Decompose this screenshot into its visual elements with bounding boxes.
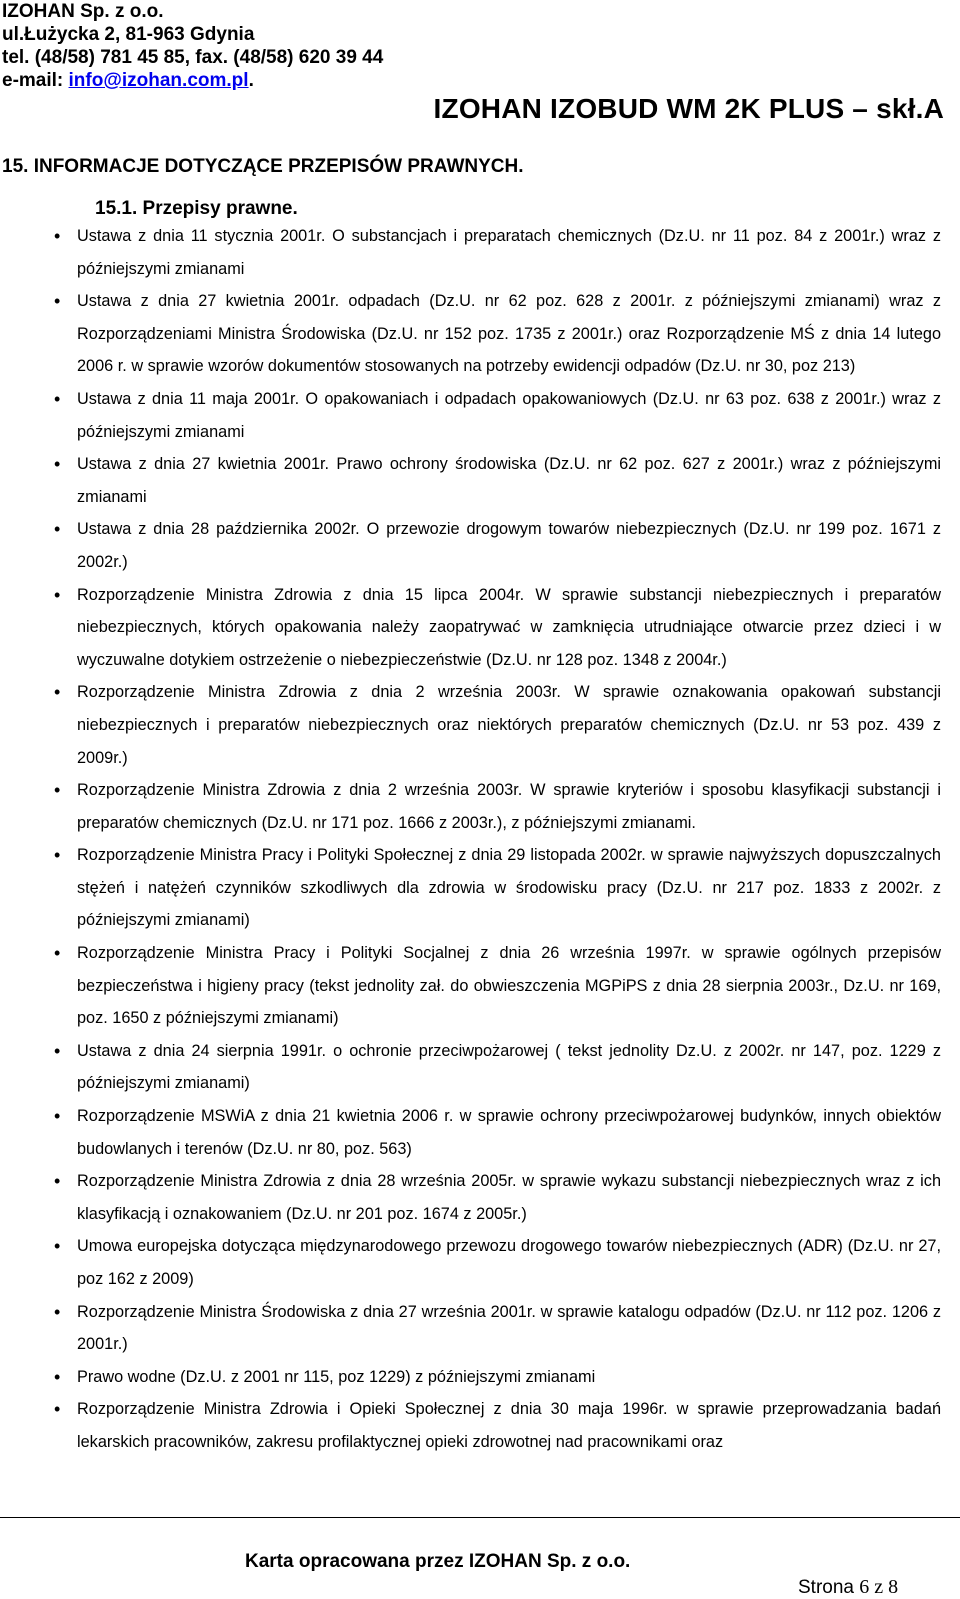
- section-title: 15. INFORMACJE DOTYCZĄCE PRZEPISÓW PRAWNYCH.: [2, 156, 524, 177]
- list-item: • Ustawa z dnia 28 października 2002r. O przewozie drogowym towarów niebezpiecznych (Dz.U. nr 199 poz. 1671 z 2002r.): [0, 513, 960, 578]
- list-item: • Rozporządzenie Ministra Zdrowia i Opieki Społecznej z dnia 30 maja 1996r. w sprawie przeprowadzania badań lekarskich pracowników, zakresu profilaktycznej opieki zdrowotnej nad pracownikami oraz: [0, 1393, 960, 1458]
- list-item: • Rozporządzenie Ministra Zdrowia z dnia 2 września 2003r. W sprawie oznakowania opakowań substancji niebezpiecznych i preparatów niebezpiecznych oraz niektórych preparatów chemicznych (Dz.U. nr 53 poz. 439 z 2009r.): [0, 676, 960, 774]
- company-name: IZOHAN Sp. z o.o.: [2, 1, 164, 22]
- company-header: [2, 0, 383, 92]
- list-item: • Rozporządzenie Ministra Zdrowia z dnia 15 lipca 2004r. W sprawie substancji niebezpiecznych i preparatów niebezpiecznych, których opakowania należy zaopatrywać w zamknięcia utrudniające otwarcie przez dzieci i w wyczuwalne dotykiem ostrzeżenie o niebezpieczeństwie (Dz.U. nr 128 poz. 1348 z 2004r.): [0, 579, 960, 677]
- list-item: • Umowa europejska dotycząca międzynarodowego przewozu drogowego towarów niebezpiecznych (ADR) (Dz.U. nr 27, poz 162 z 2009): [0, 1230, 960, 1295]
- company-address: ul.Łużycka 2, 81-963 Gdynia: [2, 24, 255, 45]
- page-current: 6: [859, 1576, 870, 1598]
- list-item: • Rozporządzenie Ministra Środowiska z dnia 27 września 2001r. w sprawie katalogu odpadów (Dz.U. nr 112 poz. 1206 z 2001r.): [0, 1296, 960, 1361]
- product-name: IZOHAN IZOBUD WM 2K PLUS – skł.A: [433, 93, 944, 124]
- page-of: z: [869, 1576, 889, 1598]
- list-item: • Rozporządzenie MSWiA z dnia 21 kwietnia 2006 r. w sprawie ochrony przeciwpożarowej budynków, innych obiektów budowlanych i terenów (Dz.U. nr 80, poz. 563): [0, 1100, 960, 1165]
- list-item: • Ustawa z dnia 27 kwietnia 2001r. Prawo ochrony środowiska (Dz.U. nr 62 poz. 627 z 2001r.) wraz z późniejszymi zmianami: [0, 448, 960, 513]
- company-email-line: [2, 69, 383, 92]
- regulations-list: [0, 220, 960, 1459]
- page-label: Strona: [798, 1577, 860, 1598]
- footer-divider: [0, 1517, 960, 1518]
- email-link[interactable]: info@izohan.com.pl: [68, 70, 249, 91]
- list-item: • Ustawa z dnia 11 stycznia 2001r. O substancjach i preparatach chemicznych (Dz.U. nr 11 poz. 84 z 2001r.) wraz z późniejszymi zmianami: [0, 220, 960, 285]
- list-item: • Prawo wodne (Dz.U. z 2001 nr 115, poz 1229) z późniejszymi zmianami: [0, 1361, 960, 1394]
- list-item: • Rozporządzenie Ministra Pracy i Polityki Społecznej z dnia 29 listopada 2002r. w sprawie najwyższych dopuszczalnych stężeń i natężeń czynników szkodliwych dla zdrowia w środowisku pracy (Dz.U. nr 217 poz. 1833 z 2002r. z późniejszymi zmianami): [0, 839, 960, 937]
- page-number: [798, 1576, 898, 1599]
- section-subtitle: 15.1. Przepisy prawne.: [95, 198, 298, 219]
- list-item: • Rozporządzenie Ministra Pracy i Polityki Socjalnej z dnia 26 września 1997r. w sprawie ogólnych przepisów bezpieczeństwa i higieny pracy (tekst jednolity zał. do obwieszczenia MGPiPS z dnia 28 sierpnia 2003r., Dz.U. nr 169, poz. 1650 z późniejszymi zmianami): [0, 937, 960, 1035]
- email-label: e-mail:: [2, 70, 69, 91]
- list-item: • Rozporządzenie Ministra Zdrowia z dnia 2 września 2003r. W sprawie kryteriów i sposobu klasyfikacji substancji i preparatów chemicznych (Dz.U. nr 171 poz. 1666 z 2003r.), z późniejszymi zmianami.: [0, 774, 960, 839]
- footer-prepared-by: Karta opracowana przez IZOHAN Sp. z o.o.: [245, 1551, 631, 1572]
- list-item: • Ustawa z dnia 27 kwietnia 2001r. odpadach (Dz.U. nr 62 poz. 628 z 2001r. z późniejszymi zmianami) wraz z Rozporządzeniami Ministra Środowiska (Dz.U. nr 152 poz. 1735 z 2001r.) oraz Rozporządzenie MŚ z dnia 14 lutego 2006 r. w sprawie wzorów dokumentów stosowanych na potrzeby ewidencji odpadów (Dz.U. nr 30, poz 213): [0, 285, 960, 383]
- list-item: • Ustawa z dnia 24 sierpnia 1991r. o ochronie przeciwpożarowej ( tekst jednolity Dz.U. z 2002r. nr 147, poz. 1229 z późniejszymi zmianami): [0, 1035, 960, 1100]
- page-total: 8: [888, 1576, 899, 1598]
- company-phone-fax: tel. (48/58) 781 45 85, fax. (48/58) 620 39 44: [2, 47, 384, 68]
- list-item: • Rozporządzenie Ministra Zdrowia z dnia 28 września 2005r. w sprawie wykazu substancji niebezpiecznych wraz z ich klasyfikacją i oznakowaniem (Dz.U. nr 201 poz. 1674 z 2005r.): [0, 1165, 960, 1230]
- email-suffix: .: [248, 70, 254, 91]
- list-item: • Ustawa z dnia 11 maja 2001r. O opakowaniach i odpadach opakowaniowych (Dz.U. nr 63 poz. 638 z 2001r.) wraz z późniejszymi zmianami: [0, 383, 960, 448]
